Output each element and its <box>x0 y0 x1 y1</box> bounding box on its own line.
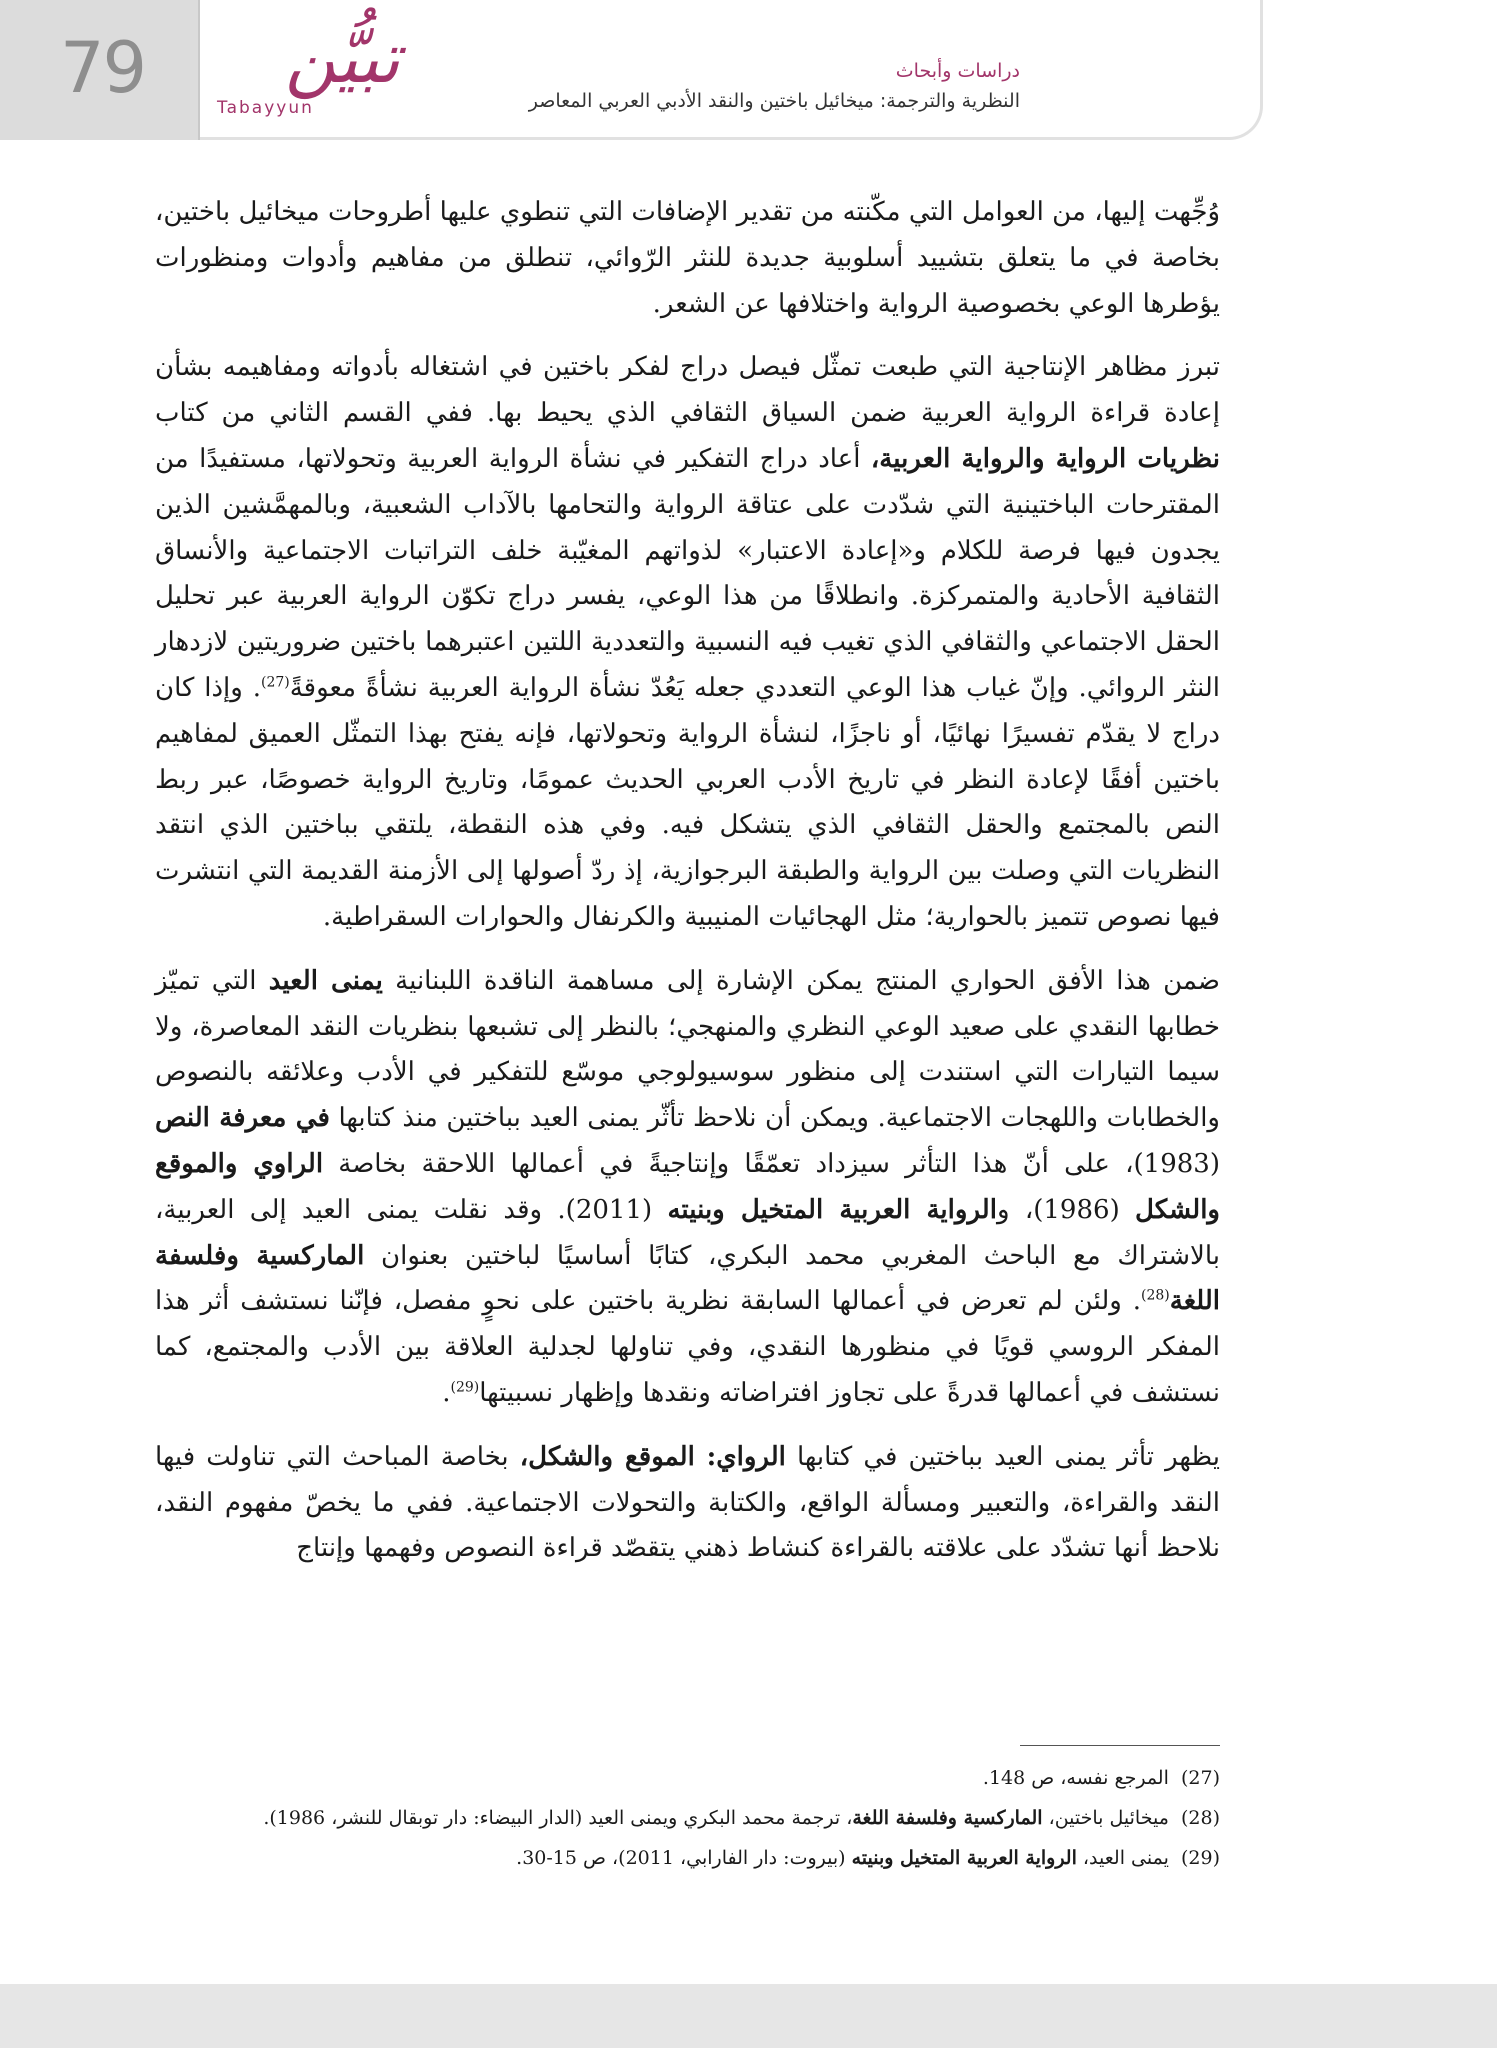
logo-arabic: تبيُّن <box>284 17 400 99</box>
paragraph-2: تبرز مظاهر الإنتاجية التي طبعت تمثّل فيصل دراج لفكر باختين في اشتغاله بأدواته ومفاهيمه بشأن إعادة قراءة الرواية العربية ضمن السياق الثقافي الذي يحيط بها. ففي القسم الثاني من كتاب نظريات الرواية والرواية العربية، أعاد دراج التفكير في نشأة الرواية العربية وتحولاتها، مستفيدًا من المقترحات الباختينية التي شدّدت على عتاقة الرواية والتحامها بالآداب الشعبية، وبالمهمَّشين الذين يجدون فيها فرصة للكلام و«إعادة الاعتبار» لذواتهم المغيّبة خلف التراتبات الاجتماعية والأنساق الثقافية الأحادية والمتمركزة. وانطلاقًا من هذا الوعي، يفسر دراج تكوّن الرواية العربية عبر تحليل الحقل الاجتماعي والثقافي الذي تغيب فيه النسبية والتعددية اللتين اعتبرهما باختين ضروريتين لازدهار النثر الروائي. وإنّ غياب هذا الوعي التعددي جعله يَعُدّ نشأة الرواية العربية نشأةً معوقةً$^{(27)}$. وإذا كان دراج لا يقدّم تفسيرًا نهائيًا، أو ناجزًا، لنشأة الرواية وتحولاتها، فإنه يفتح بهذا التمثّل العميق لمفاهيم باختين أفقًا لإعادة النظر في تاريخ الأدب العربي الحديث عمومًا، وتاريخ الرواية خصوصًا، عبر ربط النص بالمجتمع والحقل الثقافي الذي يتشكل فيه. وفي هذه النقطة، يلتقي بباختين الذي انتقد النظريات التي وصلت بين الرواية والطبقة البرجوازية، إذ ردّ أصولها إلى الأزمنة القديمة التي انتشرت فيها نصوص تتميز بالحوارية؛ مثل الهجائيات المنيبية والكرنفال والحوارات السقراطية. <box>155 352 1221 932</box>
footnote-29: (29) يمنى العيد، الرواية العربية المتخيل وبنيته (بيروت: دار الفارابي، 2011)، ص 15-30. <box>516 1847 1220 1869</box>
book-title: نظريات الرواية والرواية العربية، <box>870 443 1220 474</box>
book-title: الرواي: الموقع والشكل، <box>519 1441 786 1472</box>
paragraph-3: ضمن هذا الأفق الحواري المنتج يمكن الإشارة إلى مساهمة الناقدة اللبنانية يمنى العيد التي تميّز خطابها النقدي على صعيد الوعي النظري والمنهجي؛ بالنظر إلى تشبعها بنظريات النقد المعاصرة، ولا سيما التيارات التي استندت إلى منظور سوسيولوجي موسّع للتفكير في الأدب وعلائقه بالنصوص والخطابات واللهجات الاجتماعية. ويمكن أن نلاحظ تأثّر يمنى العيد بباختين منذ كتابها في معرفة النص (1983)، على أنّ هذا التأثر سيزداد تعمّقًا وإنتاجيةً في أعمالها اللاحقة بخاصة الراوي والموقع والشكل (1986)، والرواية العربية المتخيل وبنيته (2011). وقد نقلت يمنى العيد إلى العربية، بالاشتراك مع الباحث المغربي محمد البكري، كتابًا أساسيًا لباختين بعنوان الماركسية وفلسفة اللغة$^{(28)}$. ولئن لم تعرض في أعمالها السابقة نظرية باختين على نحوٍ مفصل، فإنّنا نستشف أثر هذا المفكر الروسي قويًا في منظورها النقدي، وفي تناولها لجدلية العلاقة بين الأدب والمجتمع، كما نستشف في أعمالها قدرةً على تجاوز افتراضاته ونقدها وإظهار نسبيتها$^{(29)}$. <box>155 965 1221 1408</box>
author-name: يمنى العيد <box>268 965 383 996</box>
footnote-ref-29: (29) <box>450 1379 480 1396</box>
footnotes <box>155 1758 1220 1878</box>
article-body <box>155 190 1220 1590</box>
book-title: الماركسية وفلسفة اللغة <box>155 1240 1220 1317</box>
journal-logo <box>215 14 400 132</box>
page-footer-band <box>0 1984 1497 2048</box>
book-title: في معرفة النص <box>155 1103 330 1134</box>
book-title: الرواية العربية المتخيل وبنيته <box>667 1194 997 1225</box>
paragraph-4: يظهر تأثر يمنى العيد بباختين في كتابها الرواي: الموقع والشكل، بخاصة المباحث التي تناولت فيها النقد والقراءة، والتعبير ومسألة الواقع، والكتابة والتحولات الاجتماعية. ففي ما يخصّ مفهوم النقد، نلاحظ أنها تشدّد على علاقته بالقراءة كنشاط ذهني يتقصّد قراءة النصوص وفهمها وإنتاج <box>155 1441 1220 1564</box>
footnote-ref-27: (27) <box>260 674 290 691</box>
page-header <box>0 0 1263 140</box>
logo-latin: Tabayyun <box>217 98 314 118</box>
footnote-ref-28: (28) <box>1140 1287 1170 1304</box>
page-number-box <box>0 0 198 140</box>
section-title: دراسات وأبحاث <box>895 60 1020 82</box>
book-title: الراوي والموقع والشكل <box>155 1148 1220 1225</box>
footnote-separator <box>1020 1745 1220 1746</box>
paragraph-1: وُجِّهت إليها، من العوامل التي مكّنته من تقدير الإضافات التي تنطوي عليها أطروحات ميخائيل باختين، بخاصة في ما يتعلق بتشييد أسلوبية جديدة للنثر الرّوائي، تنطلق من مفاهيم وأدوات ومنظورات يؤطرها الوعي بخصوصية الرواية واختلافها عن الشعر. <box>155 197 1221 319</box>
header-divider <box>198 0 200 140</box>
running-article-title: النظرية والترجمة: ميخائيل باختين والنقد الأدبي العربي المعاصر <box>528 90 1020 112</box>
page-number: 79 <box>60 27 146 109</box>
footnote-27: (27) المرجع نفسه، ص 148. <box>982 1767 1220 1789</box>
footnote-28: (28) ميخائيل باختين، الماركسية وفلسفة اللغة، ترجمة محمد البكري ويمنى العيد (الدار البيضاء: دار توبقال للنشر، 1986). <box>263 1807 1220 1829</box>
